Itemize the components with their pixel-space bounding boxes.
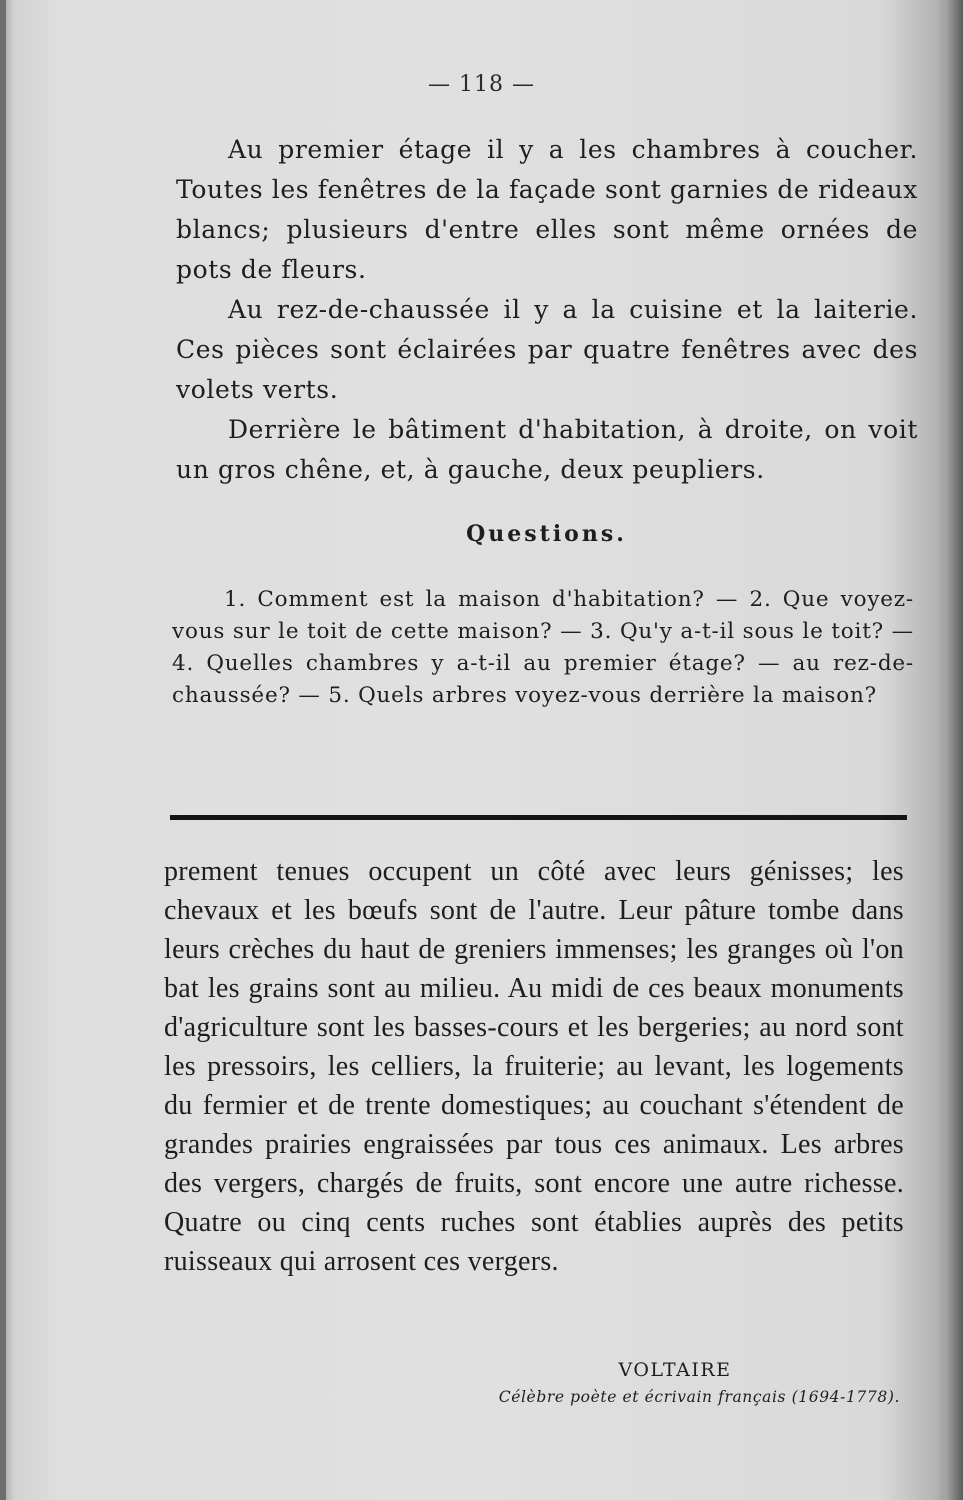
questions-body: 1. Comment est la maison d'habitation? — 2. Que voyez-vous sur le toit de cette maison? — 3. Qu'y a-t-il sous le toit? — 4. Quelles chambres y a-t-il au premier étage? — au rez-de-chaussée? — 5. Quels arbres voyez-vous derrière la maison?: [172, 587, 914, 708]
page-number: — 118 —: [428, 72, 535, 97]
section-divider: [170, 815, 907, 820]
paragraph-ground-floor: Au rez-de-chaussée il y a la cuisine et la laiterie. Ces pièces sont éclairées par quatre fenêtres avec des volets verts.: [176, 295, 918, 404]
voltaire-excerpt: prement tenues occupent un côté avec leurs génisses; les chevaux et les bœufs sont de l'autre. Leur pâture tombe dans leurs crèches du haut de greniers immenses; les granges où l'on bat les grains sont au milieu. Au midi de ces beaux monuments d'agriculture sont les basses-cours et les bergeries; au nord sont les pressoirs, les celliers, la fruiterie; au levant, les logements du fermier et de trente domestiques; au couchant s'étendent de grandes prairies engraissées par tous ces animaux. Les arbres des vergers, chargés de fruits, sont encore une autre richesse. Quatre ou cinq cents ruches sont établies auprès des petits ruisseaux qui arrosent ces vergers.: [164, 856, 904, 1277]
author-name: VOLTAIRE: [618, 1359, 732, 1381]
paragraph-first-floor: Au premier étage il y a les chambres à coucher. Toutes les fenêtres de la façade sont garnies de rideaux blancs; plusieurs d'entre elles sont même ornées de pots de fleurs.: [176, 135, 918, 284]
paragraph-trees: Derrière le bâtiment d'habitation, à droite, on voit un gros chêne, et, à gauche, deux peupliers.: [176, 415, 918, 484]
upper-text-block: [176, 130, 918, 490]
author-description: Célèbre poète et écrivain français (1694-1778).: [498, 1388, 900, 1406]
page-binding-shadow: [945, 0, 963, 1500]
page-left-shadow: [0, 0, 6, 1500]
questions-heading: Questions.: [466, 521, 627, 547]
